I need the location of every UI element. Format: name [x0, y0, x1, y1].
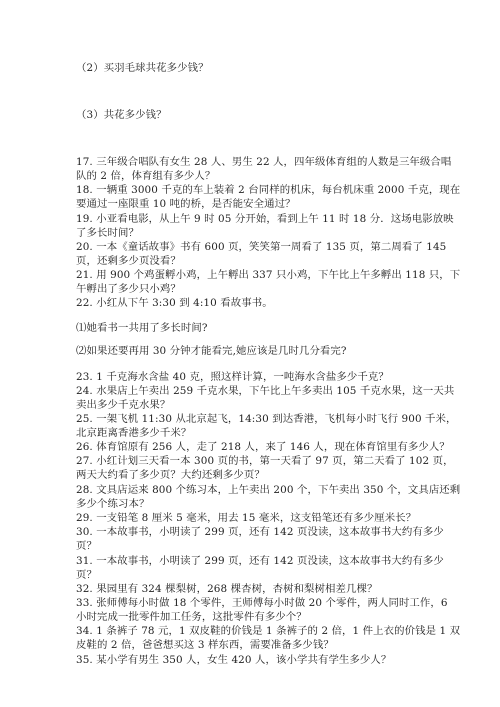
q23-line-1: 23. 1 千克海水含盐 40 克，照这样计算，一吨海水含盐多少千克？	[76, 371, 389, 383]
q21-line-1: 21. 用 900 个鸡蛋孵小鸡，上午孵出 337 只小鸡，下午比上午多孵出 118 只，下	[76, 269, 461, 281]
question-part-3: （3）共花多少钱？	[76, 109, 167, 121]
q24-line-1: 24. 水果店上午卖出 259 千克水果，下午比上午多卖出 105 千克水果，这一天共	[76, 385, 455, 397]
q35-line-1: 35. 某小学有男生 350 人，女生 420 人，该小学共有学生多少人？	[76, 654, 392, 666]
q22-sub-1: ⑴她看书一共用了多长时间?	[76, 322, 208, 334]
q21-line-2: 午孵出了多少只小鸡？	[76, 283, 181, 295]
q28-line-1: 28. 文具店运来 800 个练习本，上午卖出 200 个，下午卖出 350 个，文具店还剩	[76, 484, 461, 496]
q17-line-1: 17. 三年级合唱队有女生 28 人、男生 22 人，四年级体育组的人数是三年级合唱	[76, 156, 452, 168]
q31-line-2: 页？	[76, 569, 97, 581]
q20-line-2: 页，还剩多少页没看？	[76, 255, 181, 267]
q22-line-1: 22. 小红从下午 3:30 到 4:10 看故事书。	[76, 297, 273, 309]
q34-line-2: 皮鞋的 2 倍，爸爸想买这 3 样东西，需要准备多少钱？	[76, 639, 334, 651]
q22-sub-2: ⑵如果还要再用 30 分钟才能看完,她应该是几时几分看完?	[76, 345, 347, 357]
q30-line-2: 页？	[76, 540, 97, 552]
q19-line-1: 19. 小亚看电影，从上午 9 时 05 分开始，看到上午 11 时 18 分．这场电影放映	[76, 213, 454, 225]
q24-line-2: 卖出多少千克水果？	[76, 399, 171, 411]
q26-line-1: 26. 体育馆原有 256 人，走了 218 人，来了 146 人，现在体育馆里有多少人？	[76, 441, 450, 453]
q33-line-2: 小时完成一批零件加工任务，这批零件有多少个？	[76, 611, 307, 623]
q33-line-1: 33. 张师傅每小时做 18 个零件，王师傅每小时做 20 个零件，两人同时工作，6	[76, 597, 448, 609]
q20-line-1: 20. 一本《童话故事》书有 600 页，笑笑第一周看了 135 页，第二周看了 145	[76, 241, 447, 253]
q25-line-2: 北京距离香港多少千米？	[76, 427, 192, 439]
q18-line-2: 要通过一座限重 10 吨的桥，是否能安全通过？	[76, 198, 296, 210]
q18-line-1: 18. 一辆重 3000 千克的车上装着 2 台同样的机床，每台机床重 2000 千克，现在	[76, 184, 461, 196]
q27-line-2: 两天大约看了多少页？大约还剩多少页？	[76, 469, 265, 481]
q31-line-1: 31. 一本故事书，小明读了 299 页，还有 142 页没读，这本故事书大约有多少	[76, 555, 444, 567]
q34-line-1: 34. 1 条裤子 78 元，1 双皮鞋的价钱是 1 条裤子的 2 倍，1 件上衣的价钱是 1 双	[76, 625, 461, 637]
q28-line-2: 多少个练习本？	[76, 498, 150, 510]
q29-line-1: 29. 一支铅笔 8 厘米 5 毫米，用去 15 毫米，这支铅笔还有多少厘米长？	[76, 512, 417, 524]
q30-line-1: 30. 一本故事书，小明读了 299 页，还有 142 页没读，这本故事书大约有多少	[76, 526, 444, 538]
q19-line-2: 了多长时间？	[76, 227, 139, 239]
q32-line-1: 32. 果园里有 324 棵梨树，268 棵杏树，杏树和梨树相差几棵？	[76, 583, 378, 595]
question-part-2: （2）买羽毛球共花多少钱？	[76, 62, 209, 74]
q17-line-2: 队的 2 倍，体育组有多少人？	[76, 170, 216, 182]
q27-line-1: 27. 小红计划三天看一本 300 页的书，第一天看了 97 页，第二天看了 102 页，	[76, 455, 454, 467]
q25-line-1: 25. 一架飞机 11:30 从北京起飞，14:30 到达香港，飞机每小时飞行 900 千米，	[76, 413, 457, 425]
